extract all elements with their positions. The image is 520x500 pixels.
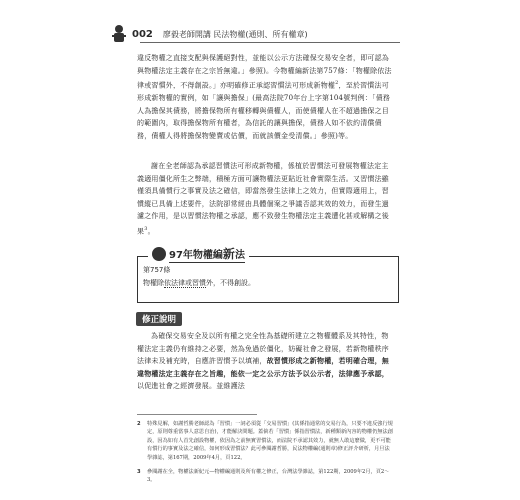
footnote-divider (137, 414, 257, 415)
running-title: 廖毅老師開講 民法物權(通則、所有權章) (162, 29, 308, 39)
revision-note-badge: 修正說明 (136, 312, 182, 326)
law-box-content (143, 264, 393, 290)
law-box-title-text: 97年物權編新法 (169, 247, 245, 261)
page-number: 002 (132, 28, 153, 40)
bullet-circle-icon (152, 247, 166, 261)
article-text: 物權除依法律或習慣外，不得創設。 (143, 279, 255, 287)
body-paragraph-2 (137, 160, 394, 238)
revision-note-paragraph: 為確保交易安全及以所有權之完全性為基礎所建立之物權體系及其特性，物權法定主義仍有維持之必要，然為免過於僵化，妨礙社會之發展，若新物權秩序法律未及補充時，自應許習慣予以填補，故習慣形成之新物權，若明確合理，無違物權法定主義存在之旨趣，能依一定之公示方法予以公示者，法律應予承認，以促進社會之經濟發展。並維護法 (137, 332, 390, 391)
cartoon-lecturer-icon (110, 24, 128, 44)
footnote-2: 2 特殊見解，如謝哲勝老師認為「習慣」一詞必須從「交易習慣」(其係指通常的交易行為，只要不違反強行規定，原則尊重當事人意思自治)，才能解決問題。蓋倘若「習慣」係指習慣法，新種類新內容的物權仍無法創設，因為如有人首先創設物權，依因為之前無實習慣法，而法院不承認其效力，就無人敢這麼做，更不可能有慣行的事實及法之確信，如何形成習慣法？此可參閱謝哲勝，民法物權編(通則章)修正評介研析，月旦法學雜誌，第167期，2009年4月，頁122。 (137, 421, 393, 461)
footnote-3: 3 參閱謝在全，物權法新紀元—物權編通則及所有權之修正，台灣法學雜誌，第122期，2009年2月，頁2〜3。 (137, 469, 390, 484)
law-box-title (148, 245, 249, 263)
body-paragraph-1 (137, 52, 394, 142)
footnote-ref-3[interactable]: 3 (144, 225, 148, 232)
header-divider (140, 42, 400, 43)
footnote-ref-2[interactable]: 2 (335, 80, 339, 87)
revision-note-bold: 故習慣形成之新物權，若明確合理，無違物權法定主義存在之旨趣，能依一定之公示方法予以公示者，法律應予承認， (137, 356, 390, 378)
para1-text: 違反物權之直接支配與保護絕對性，並能以公示方法確保交易安全者，即可認為與物權法定主義存在之宗旨無違。」參照)。今物權編新法第757條：「物權除依法律或習慣外，不得創設。」亦明確修正承認習慣法可形成新物權 (137, 54, 392, 90)
para1-tail: ，至於習慣法可形成新物權的實例，如「讓與擔保」(最高法院70年台上字第104號判例：「債務人為擔保其債務，將擔保物所有權移轉與債權人，而使債權人在不超過擔保之目的範圍內，取得擔保物所有權者，為信託的讓與擔保，債務人如不依約清償債務，債權人得將擔保物變賣或估價，而就該價金受清償。」參照)等。 (137, 81, 391, 140)
page-header (110, 24, 410, 44)
para2-text: 謝在全老師認為承認習慣法可形成新物權，係植於習慣法可發展物權法定主義適用僵化所生之弊端，積極方面可讓物權法更貼近社會實際生活。又習慣法雖僅須具備慣行之事實及法之確信，即當然發生法律上之效力，但實際適用上，習慣縱已具備上述要件，法院卻常經由具體個案之爭議否認其效的效力，而發生過濾之作用，是以習慣法物權之承認，應不致發生物權法定主義遭化甚或解構之後果 (137, 162, 389, 236)
para2-end: 。 (147, 227, 155, 236)
article-number: 第757條 (143, 266, 171, 274)
